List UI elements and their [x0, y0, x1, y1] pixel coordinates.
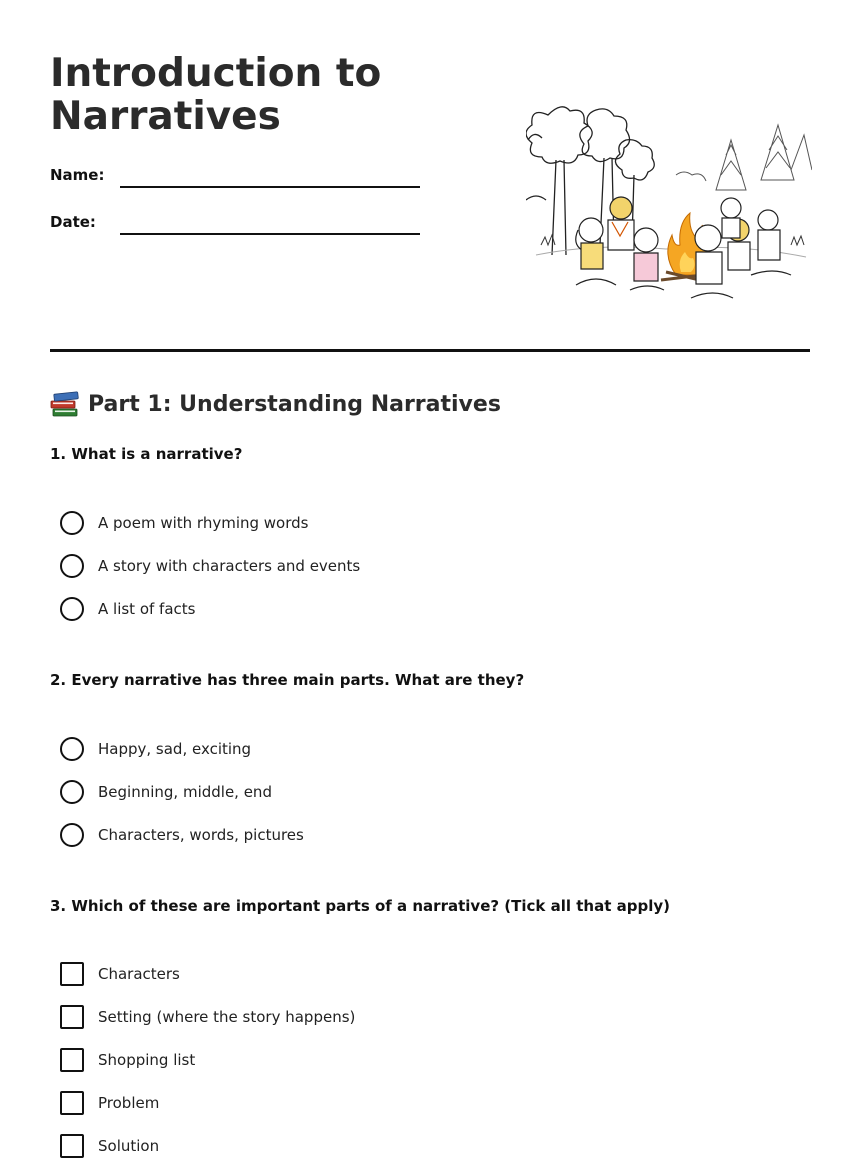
part1-heading [50, 389, 501, 419]
q2-option-2[interactable] [60, 779, 272, 805]
q2-option-1[interactable] [60, 736, 251, 762]
option-label: Beginning, middle, end [98, 783, 272, 801]
option-label: A story with characters and events [98, 557, 361, 575]
checkbox[interactable] [60, 1134, 84, 1158]
q3-option-2[interactable] [60, 1004, 355, 1030]
option-label: Happy, sad, exciting [98, 740, 252, 758]
checkbox[interactable] [60, 1005, 84, 1029]
q1-option-2[interactable] [60, 553, 360, 579]
checkbox[interactable] [60, 962, 84, 986]
name-label: Name: [50, 166, 105, 184]
option-label: A list of facts [98, 600, 196, 618]
q3-option-4[interactable] [60, 1090, 159, 1116]
date-field[interactable] [50, 209, 430, 237]
checkbox[interactable] [60, 1048, 84, 1072]
date-label: Date: [50, 213, 96, 231]
q3-option-3[interactable] [60, 1047, 195, 1073]
name-field[interactable] [50, 162, 430, 190]
question-1: 1. What is a narrative? [50, 445, 243, 463]
page-title [50, 52, 470, 138]
q3-option-5[interactable] [60, 1133, 159, 1159]
radio-button[interactable] [60, 597, 84, 621]
question-2: 2. Every narrative has three main parts. What are they? [50, 671, 525, 689]
radio-button[interactable] [60, 823, 84, 847]
option-label: Characters [98, 965, 180, 983]
option-label: Problem [98, 1094, 160, 1112]
part1-heading-text: Part 1: Understanding Narratives [88, 391, 501, 417]
option-label: Shopping list [98, 1051, 196, 1069]
radio-button[interactable] [60, 737, 84, 761]
radio-button[interactable] [60, 511, 84, 535]
title-line-1: Introduction to [50, 51, 382, 96]
option-label: Solution [98, 1137, 160, 1155]
section-divider [50, 349, 810, 352]
option-label: A poem with rhyming words [98, 514, 309, 532]
option-label: Characters, words, pictures [98, 826, 304, 844]
name-write-line[interactable] [120, 186, 420, 188]
campfire-storytelling-illustration [526, 80, 812, 320]
books-icon [50, 390, 80, 418]
checkbox[interactable] [60, 1091, 84, 1115]
date-write-line[interactable] [120, 233, 420, 235]
q1-option-3[interactable] [60, 596, 195, 622]
radio-button[interactable] [60, 780, 84, 804]
question-3: 3. Which of these are important parts of a narrative? (Tick all that apply) [50, 897, 670, 915]
q3-option-1[interactable] [60, 961, 180, 987]
option-label: Setting (where the story happens) [98, 1008, 356, 1026]
title-line-2: Narratives [50, 94, 281, 139]
q1-option-1[interactable] [60, 510, 308, 536]
radio-button[interactable] [60, 554, 84, 578]
q2-option-3[interactable] [60, 822, 304, 848]
